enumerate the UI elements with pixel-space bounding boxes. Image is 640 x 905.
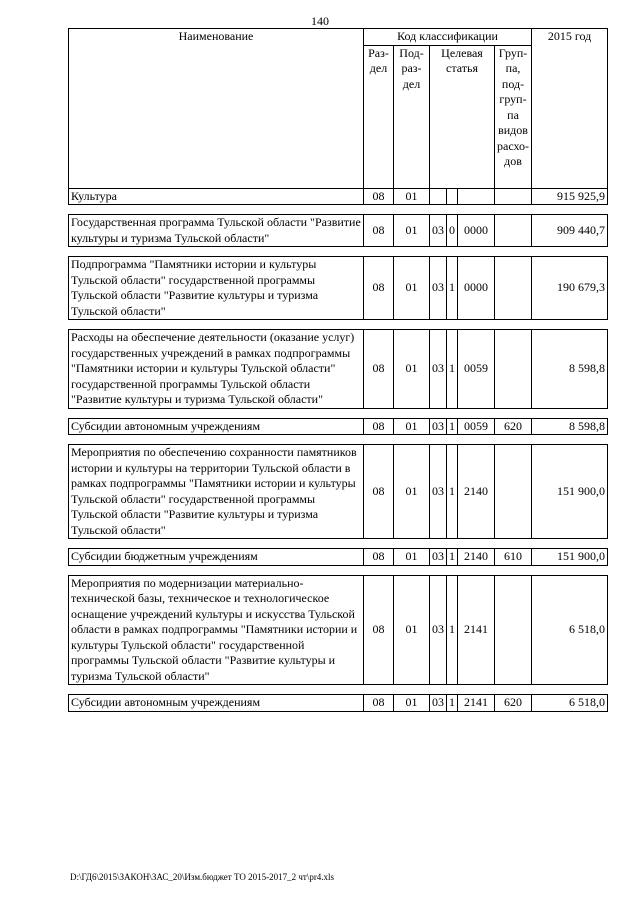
row-spacer xyxy=(69,408,608,418)
cell-cs3 xyxy=(458,188,495,205)
cell-razdel: 08 xyxy=(364,445,394,539)
cell-amount: 915 925,9 xyxy=(532,188,608,205)
cell-vr xyxy=(495,257,532,320)
cell-cs2: 1 xyxy=(447,695,458,712)
cell-cs3: 0000 xyxy=(458,257,495,320)
cell-cs2: 1 xyxy=(447,549,458,566)
row-spacer-cell xyxy=(69,205,608,215)
cell-name: Государственная программа Тульской области "Развитие культуры и туризма Тульской области" xyxy=(69,215,364,247)
header-name: Наименование xyxy=(69,29,364,189)
cell-vr xyxy=(495,330,532,409)
row-spacer-cell xyxy=(69,320,608,330)
cell-cs3: 2140 xyxy=(458,549,495,566)
row-spacer-cell xyxy=(69,685,608,695)
row-spacer-cell xyxy=(69,408,608,418)
cell-amount: 151 900,0 xyxy=(532,549,608,566)
table-row xyxy=(69,215,608,247)
table-row xyxy=(69,575,608,685)
cell-name: Культура xyxy=(69,188,364,205)
cell-podrazdel: 01 xyxy=(394,418,430,435)
header-gruppa: Груп- па, под- груп- па видов расхо- дов xyxy=(495,45,532,188)
cell-amount: 151 900,0 xyxy=(532,445,608,539)
table-row xyxy=(69,549,608,566)
header-razdel: Раз- дел xyxy=(364,45,394,188)
row-spacer xyxy=(69,320,608,330)
cell-cs1: 03 xyxy=(430,215,447,247)
row-spacer-cell xyxy=(69,565,608,575)
table-row xyxy=(69,445,608,539)
cell-cs1: 03 xyxy=(430,330,447,409)
header-celevaya: Целевая статья xyxy=(430,45,495,188)
budget-table xyxy=(68,28,608,712)
cell-podrazdel: 01 xyxy=(394,549,430,566)
table-row xyxy=(69,188,608,205)
cell-cs1: 03 xyxy=(430,695,447,712)
cell-cs1: 03 xyxy=(430,445,447,539)
cell-vr xyxy=(495,575,532,685)
cell-podrazdel: 01 xyxy=(394,330,430,409)
cell-name: Мероприятия по обеспечению сохранности памятников истории и культуры на территории Тульской области в рамках подпрограммы "Памятники истории и культуры Тульской области" государственной программы Тульской области "Развитие культуры и туризма Тульской области" xyxy=(69,445,364,539)
cell-cs2: 1 xyxy=(447,330,458,409)
cell-vr: 620 xyxy=(495,695,532,712)
cell-cs1: 03 xyxy=(430,575,447,685)
cell-podrazdel: 01 xyxy=(394,695,430,712)
cell-name: Субсидии автономным учреждениям xyxy=(69,418,364,435)
table-row xyxy=(69,695,608,712)
cell-cs2 xyxy=(447,188,458,205)
header-podrazdel: Под- раз- дел xyxy=(394,45,430,188)
cell-razdel: 08 xyxy=(364,549,394,566)
row-spacer xyxy=(69,247,608,257)
cell-amount: 8 598,8 xyxy=(532,418,608,435)
cell-podrazdel: 01 xyxy=(394,188,430,205)
cell-cs3: 0059 xyxy=(458,330,495,409)
cell-razdel: 08 xyxy=(364,695,394,712)
row-spacer xyxy=(69,565,608,575)
cell-name: Субсидии бюджетным учреждениям xyxy=(69,549,364,566)
cell-amount: 190 679,3 xyxy=(532,257,608,320)
cell-name: Мероприятия по модернизации материально-технической базы, техническое и технологическое оснащение учреждений культуры и искусства Тульской области в рамках подпрограммы "Памятники истории и культуры Тульской области" государственной программы Тульской области "Развитие культуры и туризма Тульской области" xyxy=(69,575,364,685)
cell-razdel: 08 xyxy=(364,188,394,205)
cell-podrazdel: 01 xyxy=(394,215,430,247)
page-number: 140 xyxy=(311,14,329,28)
row-spacer-cell xyxy=(69,247,608,257)
cell-cs1: 03 xyxy=(430,257,447,320)
cell-name: Расходы на обеспечение деятельности (оказание услуг) государственных учреждений в рамках подпрограммы "Памятники истории и культуры Тульской области" государственной программы Тульской области "Развитие культуры и туризма Тульской области" xyxy=(69,330,364,409)
cell-cs1: 03 xyxy=(430,549,447,566)
cell-amount: 909 440,7 xyxy=(532,215,608,247)
cell-cs2: 0 xyxy=(447,215,458,247)
cell-razdel: 08 xyxy=(364,418,394,435)
cell-razdel: 08 xyxy=(364,575,394,685)
row-spacer xyxy=(69,435,608,445)
footer-file-path: D:\ГД6\2015\ЗАКОН\ЗАС_20\Изм.бюджет ТО 2015-2017_2 чт\pr4.xls xyxy=(70,872,335,882)
cell-vr xyxy=(495,445,532,539)
cell-cs1 xyxy=(430,188,447,205)
cell-cs3: 2140 xyxy=(458,445,495,539)
header-year: 2015 год xyxy=(532,29,608,189)
header-code: Код классификации xyxy=(364,29,532,46)
cell-cs2: 1 xyxy=(447,418,458,435)
cell-cs2: 1 xyxy=(447,575,458,685)
table-row xyxy=(69,330,608,409)
row-spacer xyxy=(69,539,608,549)
row-spacer-cell xyxy=(69,539,608,549)
cell-vr xyxy=(495,215,532,247)
cell-cs3: 2141 xyxy=(458,695,495,712)
cell-razdel: 08 xyxy=(364,215,394,247)
cell-cs3: 0059 xyxy=(458,418,495,435)
cell-podrazdel: 01 xyxy=(394,257,430,320)
cell-podrazdel: 01 xyxy=(394,445,430,539)
cell-razdel: 08 xyxy=(364,330,394,409)
table-row xyxy=(69,257,608,320)
cell-vr: 620 xyxy=(495,418,532,435)
cell-cs2: 1 xyxy=(447,257,458,320)
cell-amount: 6 518,0 xyxy=(532,575,608,685)
cell-razdel: 08 xyxy=(364,257,394,320)
table-body xyxy=(69,188,608,711)
cell-cs2: 1 xyxy=(447,445,458,539)
row-spacer xyxy=(69,685,608,695)
cell-cs3: 2141 xyxy=(458,575,495,685)
cell-amount: 8 598,8 xyxy=(532,330,608,409)
cell-cs1: 03 xyxy=(430,418,447,435)
cell-name: Субсидии автономным учреждениям xyxy=(69,695,364,712)
row-spacer xyxy=(69,205,608,215)
cell-name: Подпрограмма "Памятники истории и культуры Тульской области" государственной программы Тульской области "Развитие культуры и туризма Тульской области" xyxy=(69,257,364,320)
cell-cs3: 0000 xyxy=(458,215,495,247)
cell-amount: 6 518,0 xyxy=(532,695,608,712)
table-row xyxy=(69,418,608,435)
cell-vr xyxy=(495,188,532,205)
cell-vr: 610 xyxy=(495,549,532,566)
cell-podrazdel: 01 xyxy=(394,575,430,685)
row-spacer-cell xyxy=(69,435,608,445)
